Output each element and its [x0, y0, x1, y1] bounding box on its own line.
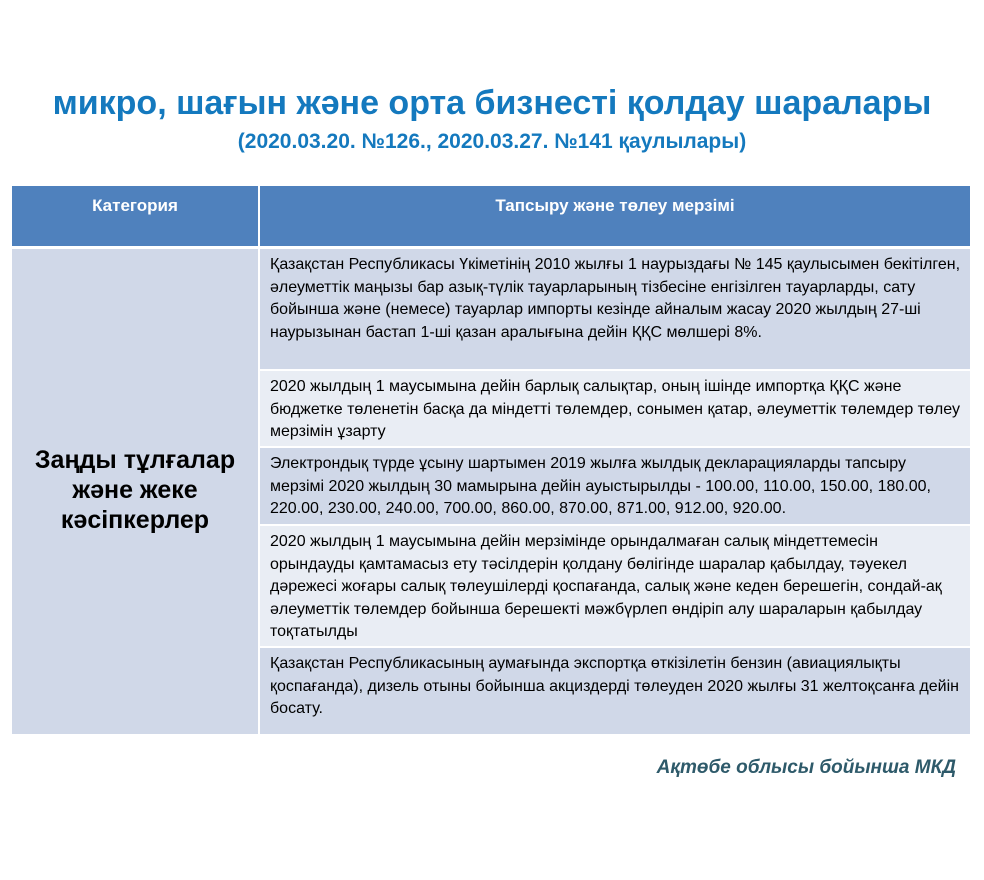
measures-table — [12, 186, 970, 734]
table-row: 2020 жылдың 1 маусымына дейін мерзімінде орындалмаған салық міндеттемесін орындауды қамтамасыз ету тәсілдерін қолдану бөлігінде шаралар қабылдау, тәуекел дәрежесі жоғары салық төлеушілерді қоспағанда, салық және кеден берешегін, сондай-ақ әлеуметтік төлемдер бойынша берешекті мәжбүрлеп өндіріп алу шараларын қабылдау тоқтатылды — [260, 526, 970, 646]
table-row: Қазақстан Республикасының аумағында экспортқа өткізілетін бензин (авиациялықты қоспағанда), дизель отыны бойынша акциздерді төлеуден 2020 жылғы 31 желтоқсанға дейін босату. — [260, 648, 970, 734]
category-label-line: Заңды тұлғалар — [34, 445, 236, 474]
category-label — [35, 447, 235, 537]
column-header-terms: Тапсыру және төлеу мерзімі — [260, 186, 970, 246]
table-row: 2020 жылдың 1 маусымына дейін барлық салықтар, оның ішінде импортқа ҚҚС және бюджетке төленетін басқа да міндетті төлемдер, сонымен қатар, әлеуметтік төлемдер төлеу мерзімін ұзарту — [260, 371, 970, 446]
category-label-line: және жеке — [72, 475, 198, 504]
category-label-line: кәсіпкерлер — [60, 505, 210, 534]
footer-caption: Ақтөбе облысы бойынша МКД — [656, 757, 956, 778]
page-subtitle: (2020.03.20. №126., 2020.03.27. №141 қаулылары) — [237, 130, 747, 153]
table-row: Қазақстан Республикасы Үкіметінің 2010 жылғы 1 наурыздағы № 145 қаулысымен бекітілген, әлеуметтік маңызы бар азық-түлік тауарларының тізбесіне енгізілген тауарларды, сату бойынша және (немесе) тауарлар импорты кезінде айналым жасау 2020 жылдың 27-ші наурызынан бастап 1-ші қазан аралығына дейін ҚҚС мөлшері 8%. — [260, 249, 970, 369]
page-title: микро, шағын және орта бизнесті қолдау шаралары — [52, 84, 932, 122]
category-cell — [12, 249, 258, 734]
column-header-category: Категория — [12, 186, 258, 246]
table-row: Электрондық түрде ұсыну шартымен 2019 жылға жылдық декларацияларды тапсыру мерзімі 2020 жылдың 30 мамырына дейін ауыстырылды - 100.00, 110.00, 150.00, 180.00, 220.00, 230.00, 240.00, 700.00, 860.00, 870.00, 871.00, 912.00, 920.00. — [260, 448, 970, 524]
